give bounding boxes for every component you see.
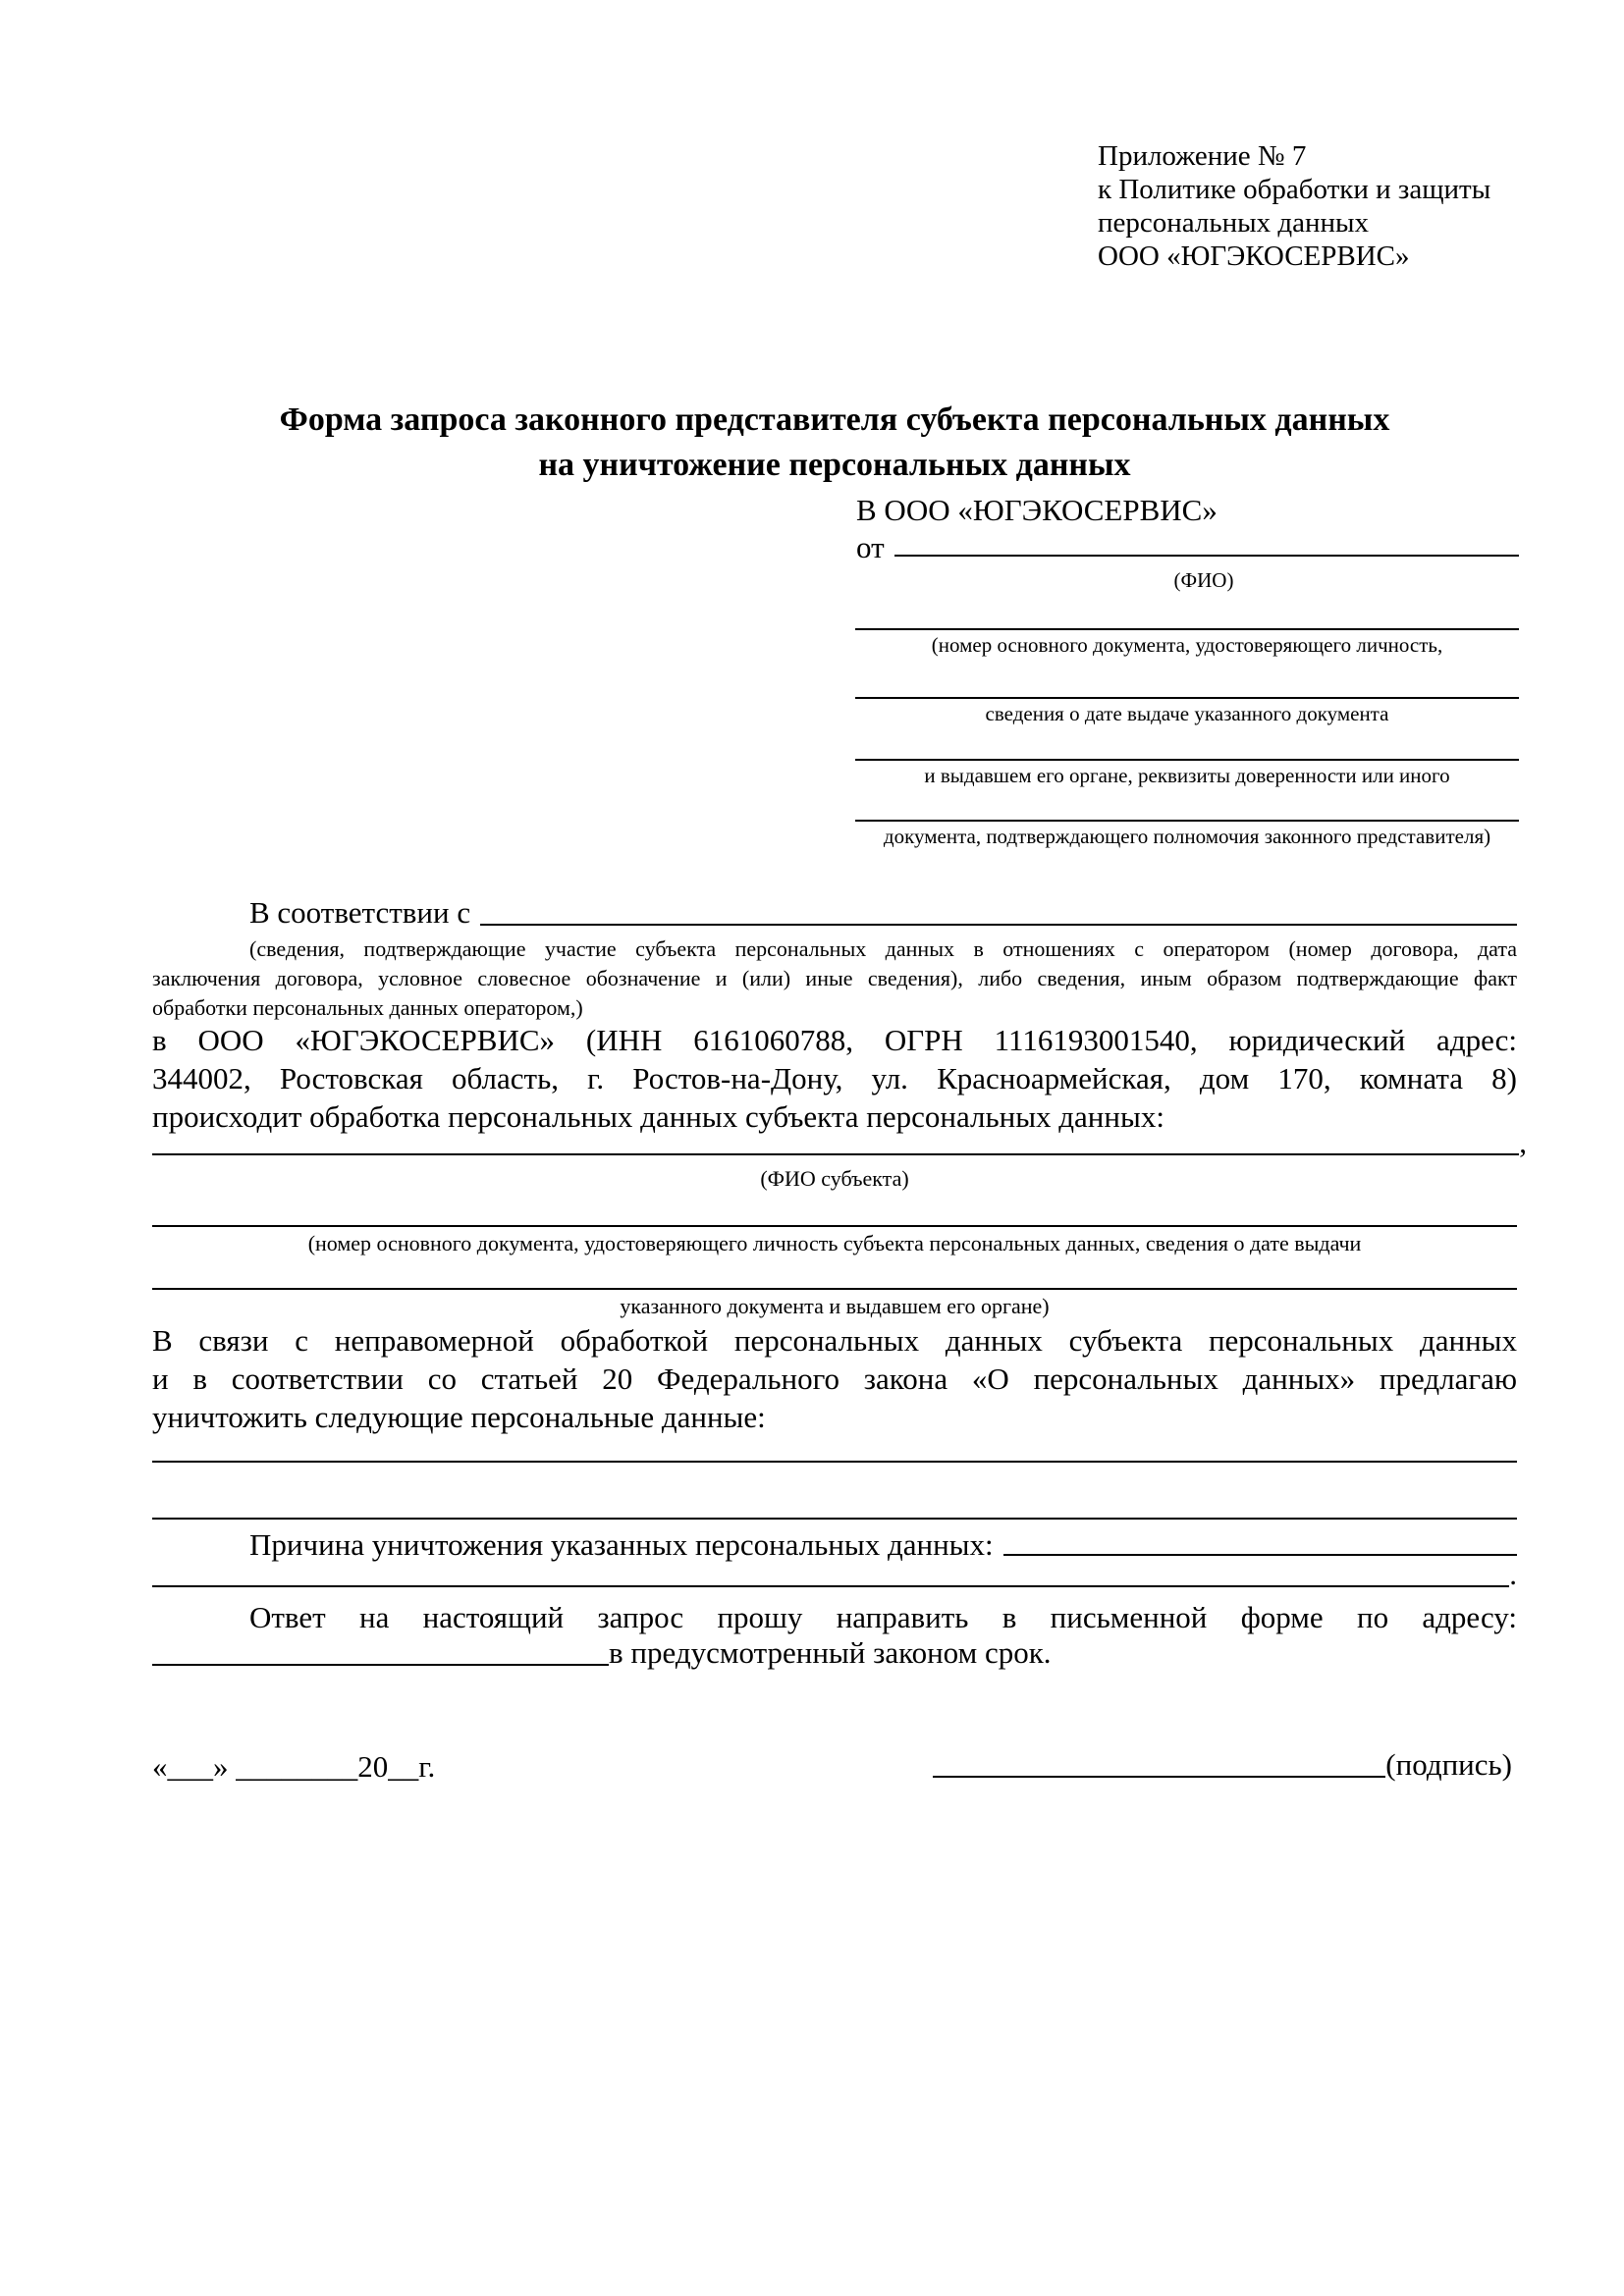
signature-row: [933, 1747, 1512, 1783]
accordance-note-line: обработки персональных данных оператором,): [152, 995, 583, 1020]
subject-doc-hint-line1: (номер основного документа, удостоверяющего личность субъекта персональных данных, сведения о дате выдачи: [307, 1231, 1362, 1255]
appendix-line: Приложение № 7: [1098, 140, 1307, 172]
appendix-line: ООО «ЮГЭКОСЕРВИС»: [1098, 240, 1410, 272]
accordance-note-line: заключения договора, условное словесное обозначение и (или) иные сведения), либо сведения, иным образом подтверждающие факт: [152, 966, 1517, 990]
reply-line1: Ответ на настоящий запрос прошу направить в письменной форме по адресу:: [249, 1600, 1517, 1634]
from-label: от: [856, 530, 885, 564]
subject-fio-hint: (ФИО субъекта): [760, 1166, 909, 1191]
operator-paragraph: [152, 1021, 1517, 1136]
accordance-note: [152, 934, 1517, 1023]
subject-fio-row: [152, 1125, 1527, 1160]
reason-continuation-row: [152, 1557, 1517, 1592]
operator-line: в ООО «ЮГЭКОСЕРВИС» (ИНН 6161060788, ОГРН 1116193001540, юридический адрес:: [152, 1023, 1517, 1057]
doc-issue-date-hint: сведения о дате выдаче указанного документа: [985, 702, 1389, 725]
from-row: [856, 528, 1519, 564]
appendix-line: персональных данных: [1098, 207, 1370, 239]
request-line: уничтожить следующие персональные данные:: [152, 1400, 766, 1434]
indent: [152, 1525, 249, 1561]
signature-field-line[interactable]: [933, 1747, 1385, 1778]
accordance-note-line: (сведения, подтверждающие участие субъекта персональных данных в отношениях с оператором (номер договора, дата: [249, 936, 1517, 961]
reason-field-line[interactable]: [1003, 1525, 1517, 1556]
accordance-prefix: В соответствии с: [249, 895, 471, 930]
signature-hint: (подпись): [1385, 1747, 1512, 1782]
representative-doc-hint: (номер основного документа, удостоверяющего личность,: [931, 633, 1443, 657]
data-to-destroy-field-line-2[interactable]: [152, 1490, 1517, 1520]
subject-doc-hint-line2: указанного документа и выдавшем его органе): [620, 1294, 1050, 1318]
accordance-row: [152, 893, 1517, 931]
operator-line: 344002, Ростовская область, г. Ростов-на-Дону, ул. Красноармейская, дом 170, комната 8): [152, 1061, 1517, 1095]
accordance-field-line[interactable]: [480, 893, 1517, 926]
doc-authority-field-line[interactable]: [855, 729, 1519, 761]
reply-row2: [152, 1635, 1517, 1671]
reason-row: [152, 1525, 1517, 1561]
subject-fio-field-line[interactable]: [152, 1129, 1519, 1155]
reason-period: .: [1509, 1557, 1517, 1591]
reply-line2-suffix: в предусмотренный законом срок.: [609, 1635, 1052, 1670]
authority-confirm-hint: документа, подтверждающего полномочия законного представителя): [883, 825, 1491, 848]
appendix-block: [1098, 139, 1559, 273]
authority-confirm-field-line[interactable]: [855, 790, 1519, 822]
appendix-line: к Политике обработки и защиты: [1098, 174, 1491, 205]
representative-doc-field-line[interactable]: [855, 599, 1519, 630]
indent: [152, 893, 249, 931]
reply-address-field-line[interactable]: [152, 1635, 609, 1666]
subject-doc-field-line[interactable]: [152, 1194, 1517, 1227]
data-to-destroy-field-line-1[interactable]: [152, 1433, 1517, 1463]
date-blank[interactable]: «___» ________20__г.: [152, 1749, 436, 1784]
request-paragraph: [152, 1321, 1517, 1436]
form-title-line2: на уничтожение персональных данных: [538, 447, 1131, 483]
doc-issue-date-field-line[interactable]: [855, 667, 1519, 699]
representative-fio-field-line[interactable]: [894, 528, 1519, 557]
reason-field-line-2[interactable]: [152, 1561, 1509, 1587]
operator-line: происходит обработка персональных данных субъекта персональных данных:: [152, 1099, 1164, 1134]
request-line: и в соответствии со статьей 20 Федерального закона «О персональных данных» предлагаю: [152, 1362, 1517, 1396]
fio-hint: (ФИО): [1173, 568, 1234, 592]
reason-prefix: Причина уничтожения указанных персональных данных:: [249, 1527, 994, 1562]
request-line: В связи с неправомерной обработкой персональных данных субъекта персональных данных: [152, 1323, 1517, 1358]
addressee-organization: В ООО «ЮГЭКОСЕРВИС»: [856, 493, 1218, 527]
form-title: [152, 398, 1517, 488]
doc-authority-hint: и выдавшем его органе, реквизиты доверенности или иного: [924, 764, 1450, 787]
form-title-line1: Форма запроса законного представителя субъекта персональных данных: [279, 401, 1390, 438]
subject-doc-issue-field-line[interactable]: [152, 1256, 1517, 1290]
subject-fio-comma: ,: [1519, 1125, 1527, 1159]
